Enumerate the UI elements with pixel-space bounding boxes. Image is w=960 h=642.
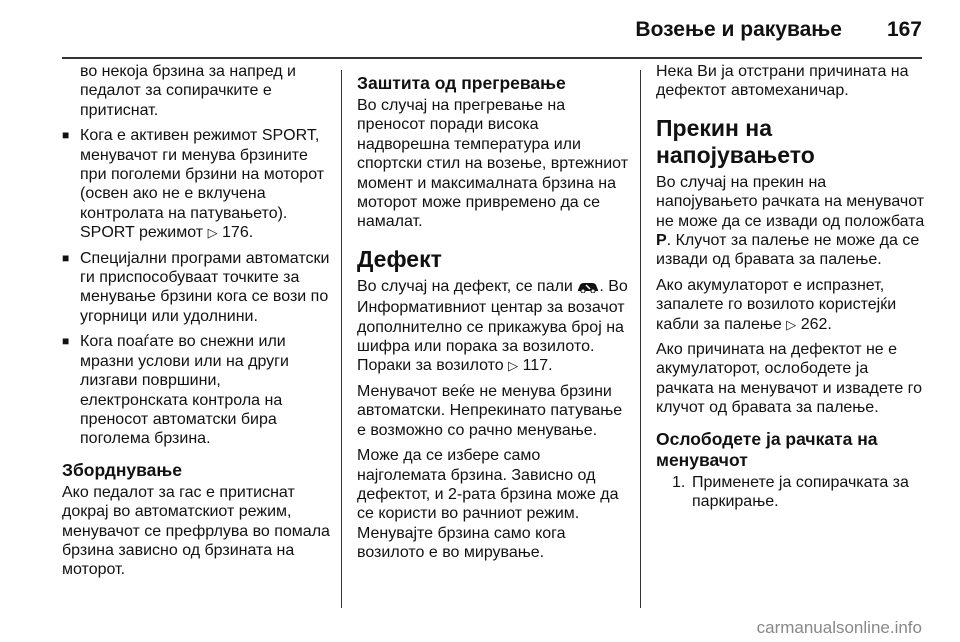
page-ref-link[interactable]: 262. <box>800 315 832 333</box>
column-divider-2 <box>640 70 641 608</box>
gear-position-label: P <box>656 232 667 250</box>
paragraph-text: Во случај на прекин на напојувањето рачката на менувачот не може да се извади од положбата <box>656 173 925 230</box>
column-divider-1 <box>341 70 342 608</box>
ref-arrow-icon: ▷ <box>207 225 218 241</box>
list-item-text: Специјални програми автоматски ги приспособуваат точките за менување брзини кога се вози по угорници или удолнини. <box>80 249 330 325</box>
ref-arrow-icon: ▷ <box>786 316 797 332</box>
paragraph: Може да се избере само најголемата брзина. Зависно од дефектот, и 2-рата брзина може да се користи во рачниот режим. Менувајте брзина само кога возилото е во мирување. <box>357 447 619 562</box>
section-heading: Ослободете ја рачката на менувачот <box>656 428 878 470</box>
header-title: Возење и ракување <box>635 18 842 41</box>
paragraph-text: . Клучот за палење не може да се извади од бравата за палење. <box>656 232 920 269</box>
paragraph: во некоја брзина за напред и педалот за сопирачките е притиснат. <box>80 63 296 119</box>
section-title: Прекин на напојувањето <box>656 114 815 168</box>
paragraph: Во случај на прегревање на преносот поради висока надворешна температура или спортски стил на возење, вртежниот момент и максималната брзина на моторот може привремено да се намалат. <box>357 97 629 231</box>
paragraph <box>656 276 926 334</box>
paragraph <box>357 277 632 376</box>
page-ref-link[interactable]: 117. <box>522 357 553 375</box>
paragraph: Ако причината на дефектот не е акумулаторот, ослободете ја рачката на менувачот и извадете го клучот од бравата за палење. <box>656 341 923 417</box>
section-title: Дефект <box>357 245 442 272</box>
car-wrench-icon <box>577 279 599 298</box>
column-3 <box>656 62 926 518</box>
column-2 <box>357 62 632 569</box>
section-heading: Заштита од прегревање <box>357 73 566 93</box>
bullet-icon: ■ <box>62 334 70 349</box>
list-item-text: Применете ја сопирачката за паркирање. <box>692 473 909 511</box>
bullet-icon: ■ <box>62 128 70 143</box>
list-item <box>62 332 332 448</box>
list-item <box>62 249 332 327</box>
page-number: 167 <box>886 18 922 41</box>
paragraph: Ако педалот за гас е притиснат докрај во автоматскиот режим, менувачот се префрлува во помала брзина зависно од брзината на моторот. <box>62 483 330 579</box>
paragraph-text: Во случај на дефект, се пали <box>357 277 573 295</box>
paragraph-text: Ако акумулаторот е испразнет, запалете го возилото користејќи кабли за палење <box>656 276 897 333</box>
column-1 <box>62 62 332 586</box>
section-heading: Зборднување <box>62 459 182 480</box>
list-item <box>62 126 332 242</box>
bullet-icon: ■ <box>62 250 70 265</box>
watermark: carmanualsonline.info <box>756 618 922 637</box>
header-rule <box>62 57 922 59</box>
step-number: 1. <box>672 473 686 491</box>
page-ref-link[interactable]: 176. <box>222 224 254 242</box>
paragraph: Нека Ви ја отстрани причината на дефектот автомеханичар. <box>656 63 909 100</box>
list-item-text: Кога поаѓате во снежни или мразни услови или на други лизгави површини, електронската контрола на преносот автоматски бира поголема брзина. <box>80 333 289 448</box>
ref-arrow-icon: ▷ <box>508 358 519 374</box>
list-item-text: Кога е активен режимот SPORT, менувачот ги менува брзините при поголеми брзини на моторот (освен ако не е вклучена контролата на патувањето). SPORT режимот <box>80 127 325 242</box>
paragraph-text: . Во Информативниот центар за возачот дополнително се прикажува број на шифра или порака за возилото. Пораки за возилото <box>357 277 628 375</box>
paragraph <box>656 173 926 270</box>
list-item <box>656 473 926 512</box>
paragraph: Менувачот веќе не менува брзини автоматски. Непрекинато патување е возможно со рачно менување. <box>357 382 623 439</box>
